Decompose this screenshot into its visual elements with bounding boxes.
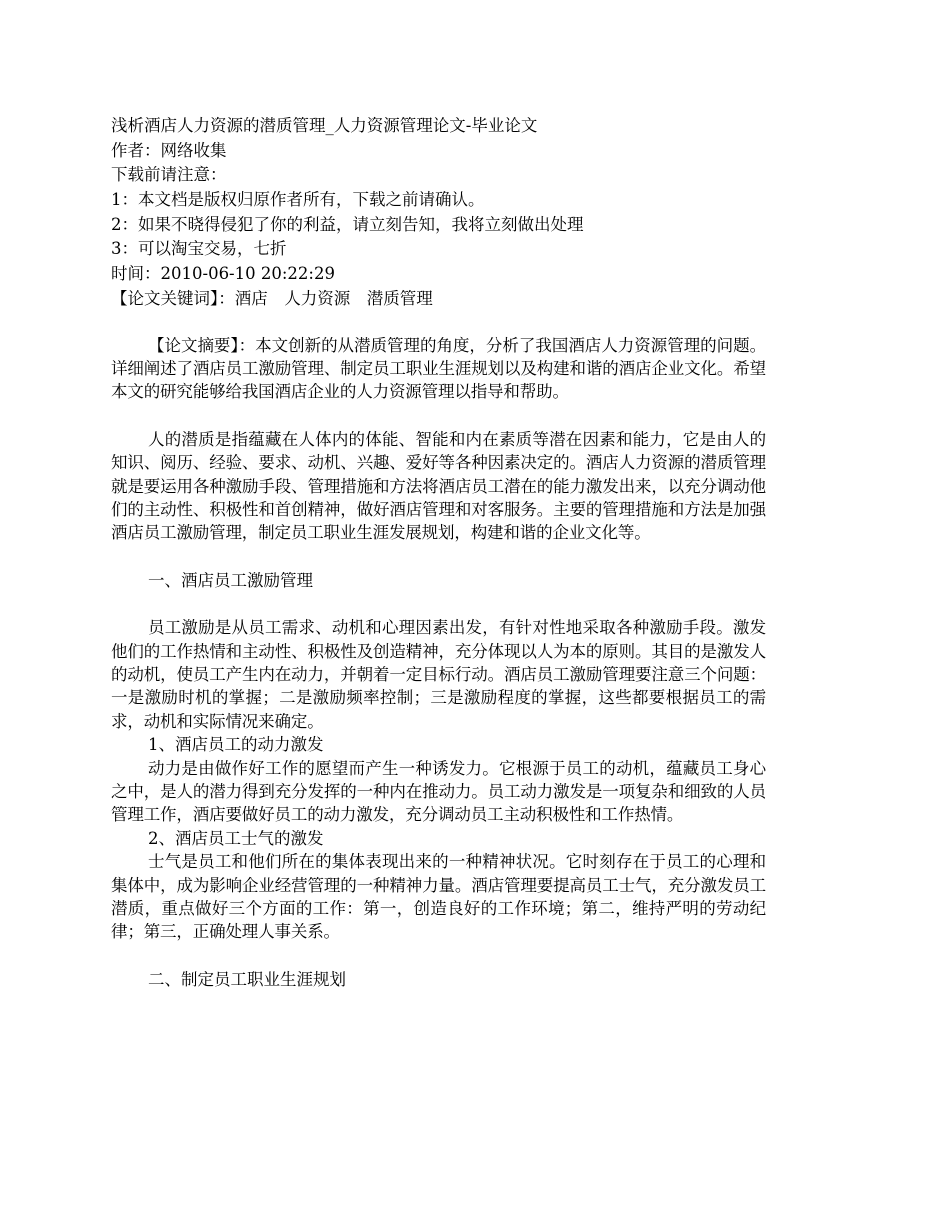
section-1-paragraph: 员工激励是从员工需求、动机和心理因素出发，有针对性地采取各种激励手段。激发他们的工作热情和主动性、积极性及创造精神，充分体现以人为本的原则。其目的是激发人的动机，使员工产生内在动力，并朝着一定目标行动。酒店员工激励管理要注意三个问题：一是激励时机的掌握；二是激励频率控制；三是激励程度的掌握，这些都要根据员工的需求，动机和实际情况来确定。: [111, 618, 766, 731]
keywords-line: 【论文关键词】：酒店 人力资源 潜质管理: [111, 288, 433, 308]
intro-paragraph: 人的潜质是指蕴藏在人体内的体能、智能和内在素质等潜在因素和能力，它是由人的知识、阅历、经验、要求、动机、兴趣、爱好等各种因素决定的。酒店人力资源的潜质管理就是要运用各种激励手段、管理措施和方法将酒店员工潜在的能力激发出来，以充分调动他们的主动性、积极性和首创精神，做好酒店管理和对客服务。主要的管理措施和方法是加强酒店员工激励管理，制定员工职业生涯发展规划，构建和谐的企业文化等。: [111, 429, 766, 543]
subsection-2-heading: 2、酒店员工士气的激发: [148, 828, 324, 848]
document-page: [111, 114, 766, 991]
abstract-paragraph: 【论文摘要】：本文创新的从潜质管理的角度，分析了我国酒店人力资源管理的问题。详细阐述了酒店员工激励管理、制定员工职业生涯规划以及构建和谐的酒店企业文化。希望本文的研究能够给我国酒店企业的人力资源管理以指导和帮助。: [111, 335, 766, 402]
author-line: 作者：网络收集: [111, 140, 227, 160]
notice-item-2: 2：如果不晓得侵犯了你的利益，请立刻告知，我将立刻做出处理: [111, 214, 584, 234]
section-1-heading: 一、酒店员工激励管理: [148, 570, 313, 590]
subsection-2-paragraph: 士气是员工和他们所在的集体表现出来的一种精神状况。它时刻存在于员工的心理和集体中，成为影响企业经营管理的一种精神力量。酒店管理要提高员工士气，充分激发员工潜质，重点做好三个方面的工作：第一，创造良好的工作环境；第二，维持严明的劳动纪律；第三，正确处理人事关系。: [111, 852, 766, 942]
notice-item-3: 3：可以淘宝交易，七折: [111, 239, 287, 259]
subsection-1-paragraph: 动力是由做作好工作的愿望而产生一种诱发力。它根源于员工的动机，蕴藏员工身心之中，是人的潜力得到充分发挥的一种内在推动力。员工动力激发是一项复杂和细致的人员管理工作，酒店要做好员工的动力激发，充分调动员工主动积极性和工作热情。: [111, 758, 766, 825]
timestamp-line: 时间：2010-06-10 20:22:29: [111, 264, 335, 284]
notice-item-1: 1：本文档是版权归原作者所有，下载之前请确认。: [111, 190, 485, 210]
section-2-heading: 二、制定员工职业生涯规划: [148, 969, 346, 989]
notice-title: 下载前请注意：: [111, 165, 227, 185]
subsection-1-heading: 1、酒店员工的动力激发: [148, 735, 324, 755]
document-title: 浅析酒店人力资源的潜质管理_人力资源管理论文-毕业论文: [111, 116, 538, 135]
